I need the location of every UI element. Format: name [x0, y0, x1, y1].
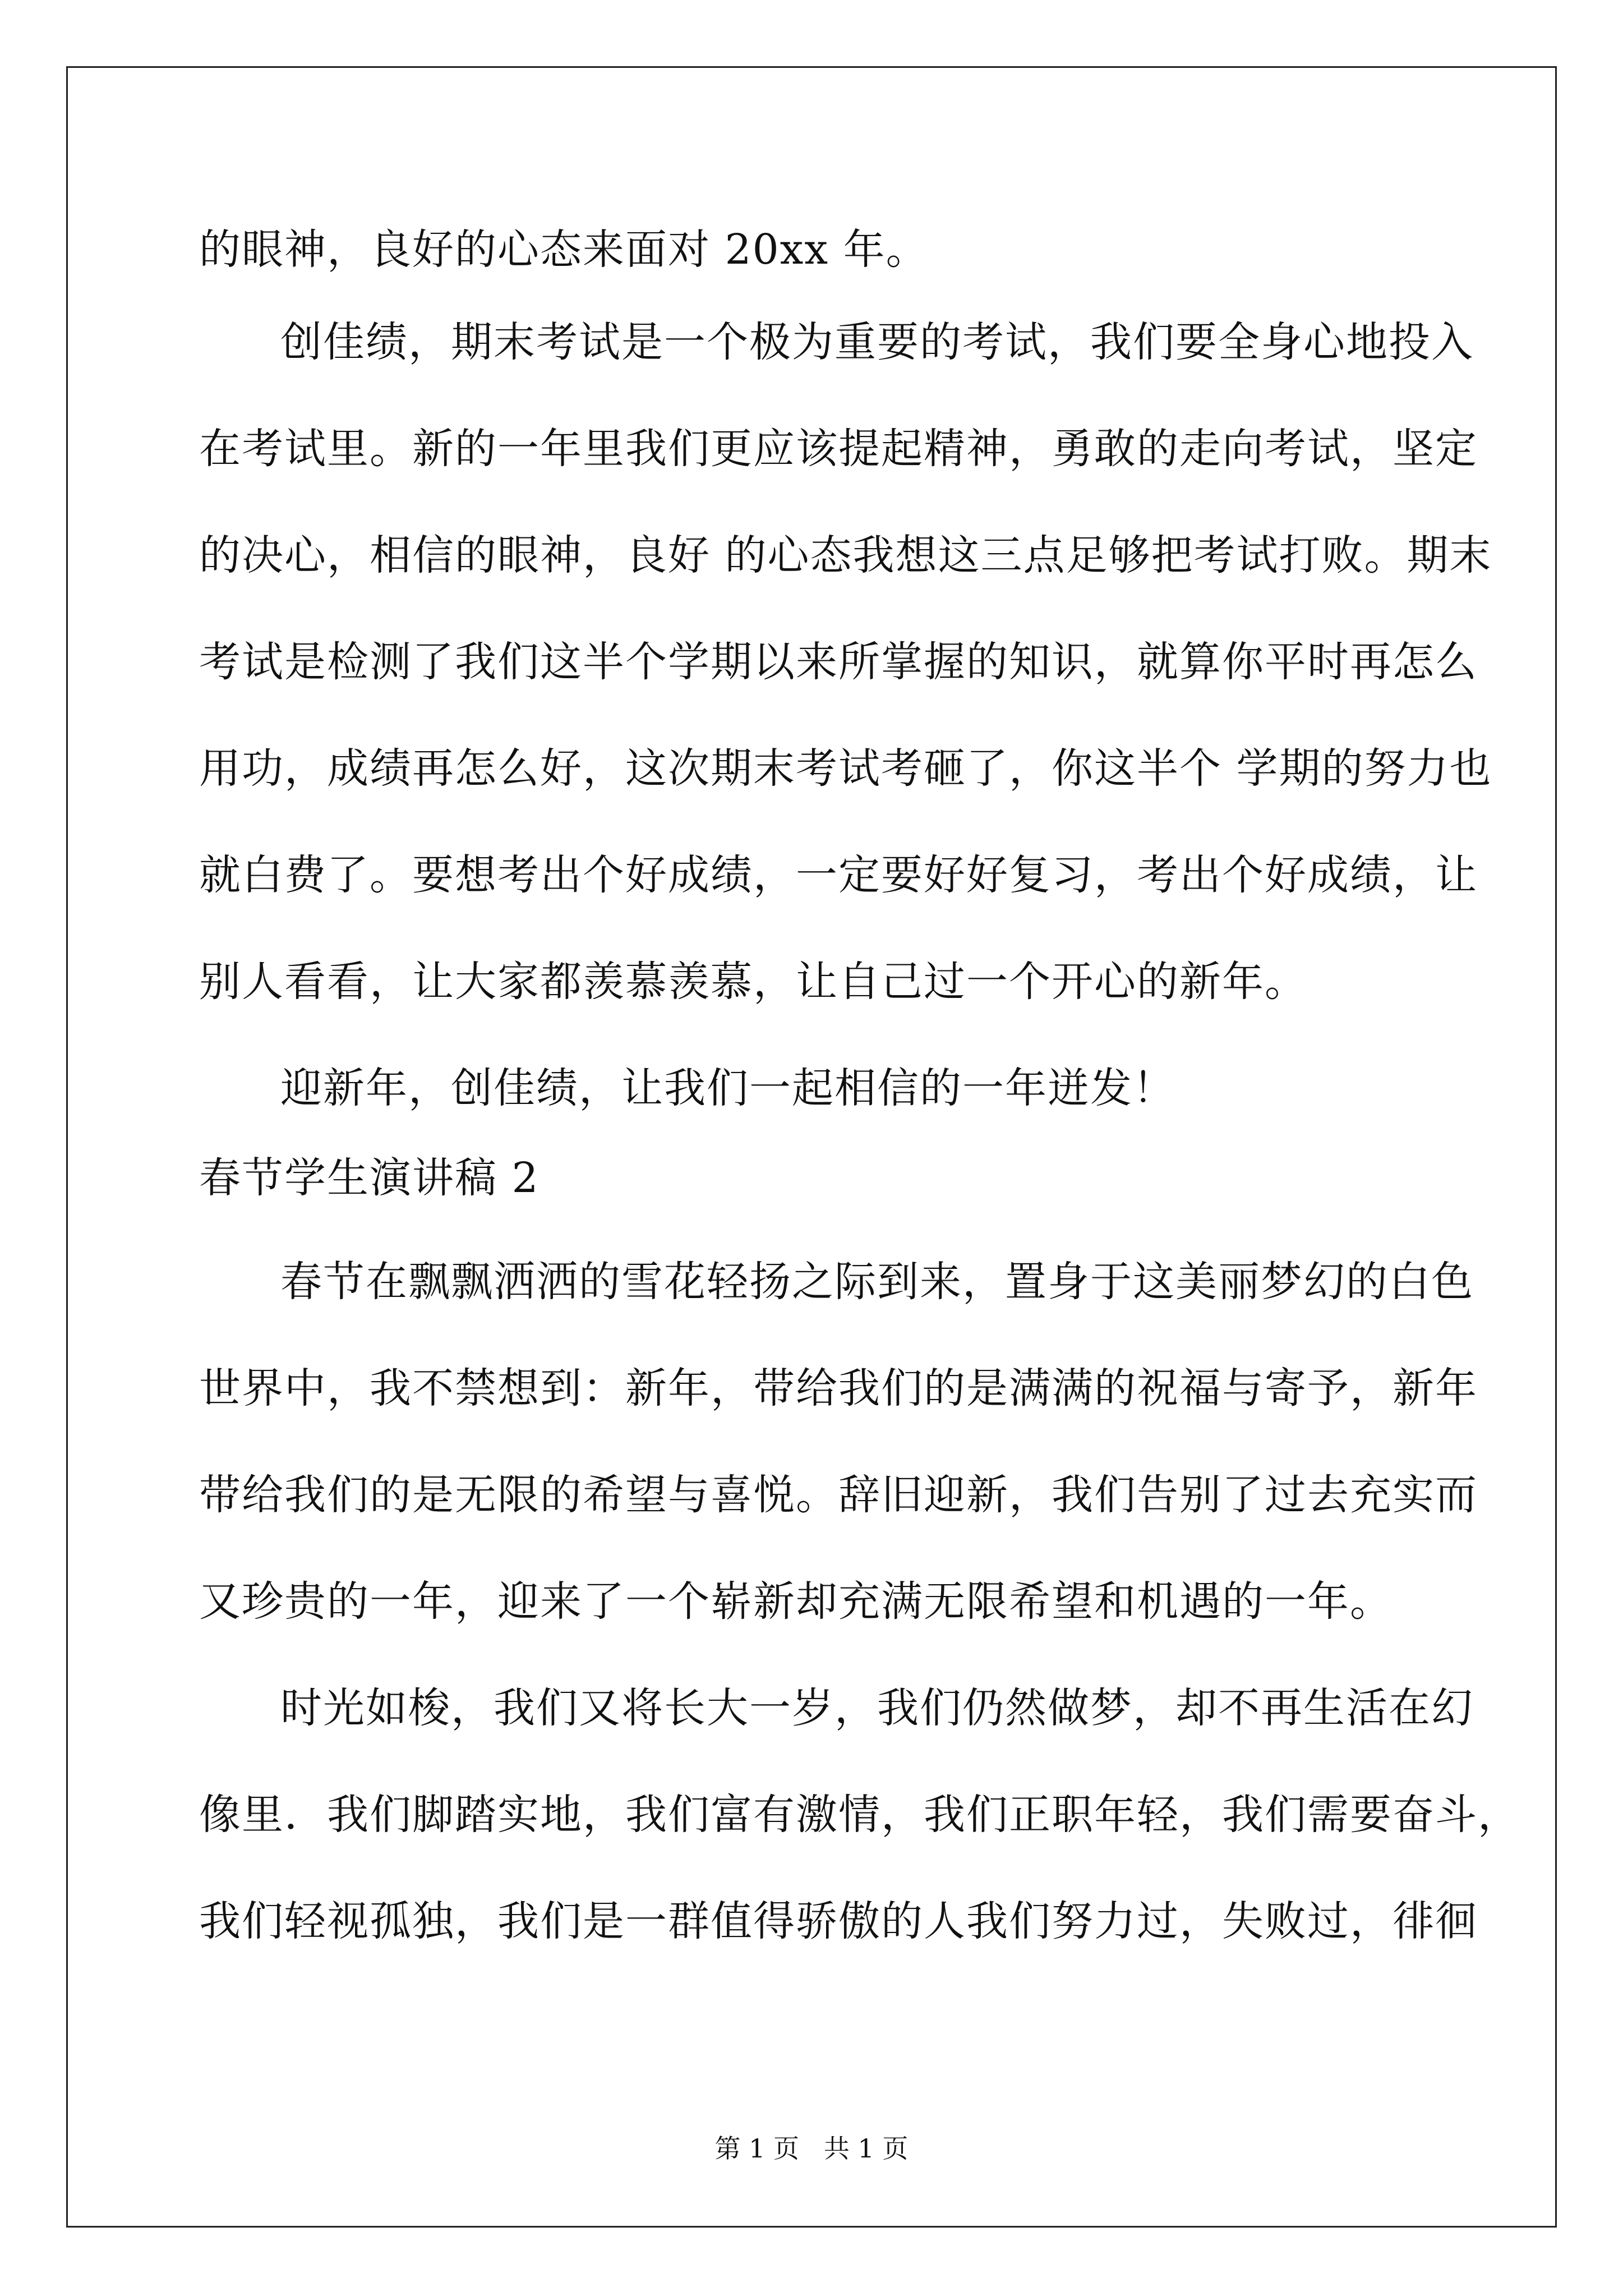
- paragraph-line: 又珍贵的一年，迎来了一个崭新却充满无限希望和机遇的一年。: [199, 1577, 1393, 1626]
- paragraph-line: 就白费了。要想考出个好成绩，一定要好好复习，考出个好成绩，让: [199, 851, 1478, 899]
- paragraph-line: 春节在飘飘洒洒的雪花轻扬之际到来，置身于这美丽梦幻的白色: [280, 1258, 1474, 1306]
- paragraph-line: 的决心，相信的眼神，良好 的心态我想这三点足够把考试打败。期末: [199, 531, 1492, 579]
- section-title: 春节学生演讲稿 2: [199, 1154, 540, 1202]
- paragraph-line: 用功，成绩再怎么好，这次期末考试考砸了，你这半个 学期的努力也: [199, 744, 1492, 793]
- page-number-footer: 第 1 页 共 1 页: [714, 2133, 909, 2164]
- paragraph-line: 我们轻视孤独，我们是一群值得骄傲的人我们努力过，失败过，徘徊: [199, 1897, 1478, 1945]
- paragraph-line: 创佳绩，期末考试是一个极为重要的考试，我们要全身心地投入: [280, 318, 1474, 366]
- paragraph-line: 的眼神，良好的心态来面对 20xx 年。: [199, 226, 929, 274]
- paragraph-line: 像里．我们脚踏实地，我们富有激情，我们正职年轻，我们需要奋斗，: [199, 1791, 1520, 1839]
- paragraph-line: 时光如梭，我们又将长大一岁，我们仍然做梦，却不再生活在幻: [280, 1684, 1474, 1732]
- paragraph-line: 别人看看，让大家都羡慕羡慕，让自己过一个开心的新年。: [199, 958, 1307, 1006]
- paragraph-line: 考试是检测了我们这半个学期以来所掌握的知识，就算你平时再怎么: [199, 638, 1478, 686]
- paragraph-line: 在考试里。新的一年里我们更应该提起精神，勇敢的走向考试，坚定: [199, 425, 1478, 473]
- paragraph-line: 世界中，我不禁想到：新年，带给我们的是满满的祝福与寄予，新年: [199, 1364, 1478, 1412]
- paragraph-line: 带给我们的是无限的希望与喜悦。辞旧迎新，我们告别了过去充实而: [199, 1471, 1478, 1519]
- paragraph-line: 迎新年，创佳绩，让我们一起相信的一年迸发！: [280, 1064, 1175, 1112]
